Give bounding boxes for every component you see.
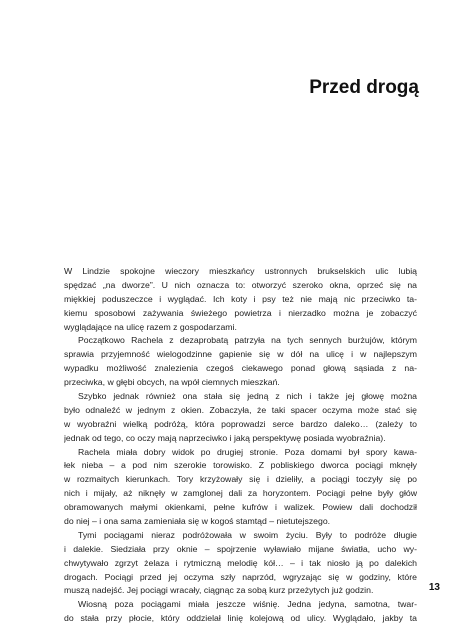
- text-line: chwytywało zgrzyt żelaza i rytmiczną melodię kół… – i tak niosło ją po dalekich: [64, 557, 417, 568]
- text-line: łek nieba – a pod nim szerokie torowisko. Z pobliskiego dworca pociągi mknęły: [64, 460, 417, 471]
- text-line: Tymi pociągami nieraz podróżowała w swoim życiu. Były to podróże długie: [78, 529, 417, 540]
- text-line: miękkiej poduszeczce i wyglądać. Ich koty i psy też nie mają nic przeciwko ta-: [64, 293, 417, 304]
- text-line: było odnaleźć w jednym z okien. Zobaczyła, że taki spacer oczyma może stać się: [64, 404, 417, 415]
- text-line: do stała przy płocie, który oddzielał linię kolejową od ulicy. Wyglądało, jakby ta: [64, 613, 417, 624]
- text-line: do niej – i ona sama zamieniała się w kogoś stamtąd – nietutejszego.: [64, 516, 331, 527]
- paragraph: [64, 598, 417, 626]
- text-line: nich i mijały, aż niknęły w zamglonej dali za horyzontem. Pociągi pełne były głów: [64, 488, 417, 499]
- text-line: muszą nadejść. Jej pociągi wracały, ciągnąc za sobą kurz przeżytych już godzin.: [64, 585, 374, 596]
- text-line: sprawia przyjemność wielogodzinne gapienie się w dół na ulicę i w najlepszym: [64, 349, 417, 360]
- text-line: W Lindzie spokojne wieczory mieszkańcy ustronnych brukselskich ulic lubią: [64, 266, 417, 276]
- text-line: w rozmaitych kierunkach. Tory krzyżowały się i dzieliły, a pociągi toczyły się po: [64, 474, 417, 485]
- paragraph: [64, 265, 417, 334]
- paragraph: [64, 529, 417, 598]
- text-line: kiemu sposobowi zażywania świeżego powietrza i nierzadko można je zobaczyć: [64, 307, 417, 318]
- paragraph: [64, 334, 417, 390]
- text-line: Wiosną poza pociągami miała jeszcze wiśnię. Jedna jedyna, samotna, twar-: [78, 599, 417, 610]
- page-number: 13: [428, 582, 440, 593]
- text-line: Rachela miała dobry widok po drugiej stronie. Poza domami był spory kawa-: [78, 446, 417, 457]
- body-text: [64, 265, 417, 626]
- text-line: i dalekie. Siedziała przy oknie – spojrzenie wyławiało mijane światła, ucho wy-: [64, 543, 417, 554]
- text-line: wyglądające na ulicę razem z gospodarzami.: [64, 321, 237, 332]
- text-line: jednak od tego, co oczy mają naprzeciwko i jaką perspektywę posiada wyobraźnia).: [64, 432, 386, 443]
- text-line: obramowanych małymi okienkami, pełne kufrów i walizek. Powiew dali dochodził: [64, 502, 417, 513]
- text-line: Szybko jednak również ona stała się jedną z nich i także jej głowę można: [78, 391, 417, 402]
- text-line: wypadku możliwość znalezienia czegoś ciekawego ponad głową sąsiada z na-: [64, 363, 417, 374]
- text-line: drogach. Pociągi przed jej oczyma szły naprzód, wgryzając się w godziny, które: [64, 571, 417, 582]
- text-line: w wyobraźni wielką podróżą, która poprowadzi serce bardzo daleko… (zależy to: [64, 418, 417, 429]
- text-line: przeciwka, w głębi obcych, na wpół ciemnych mieszkań.: [64, 377, 280, 388]
- paragraph: [64, 446, 417, 529]
- chapter-title: Przed drogą: [309, 77, 419, 98]
- text-line: spędzać „na dworze”. U nich oznacza to: otworzyć szeroko okna, oprzeć się na: [64, 279, 417, 290]
- paragraph: [64, 390, 417, 446]
- text-line: Początkowo Rachela z dezaprobatą patrzyła na tych sennych burżujów, którym: [78, 335, 417, 346]
